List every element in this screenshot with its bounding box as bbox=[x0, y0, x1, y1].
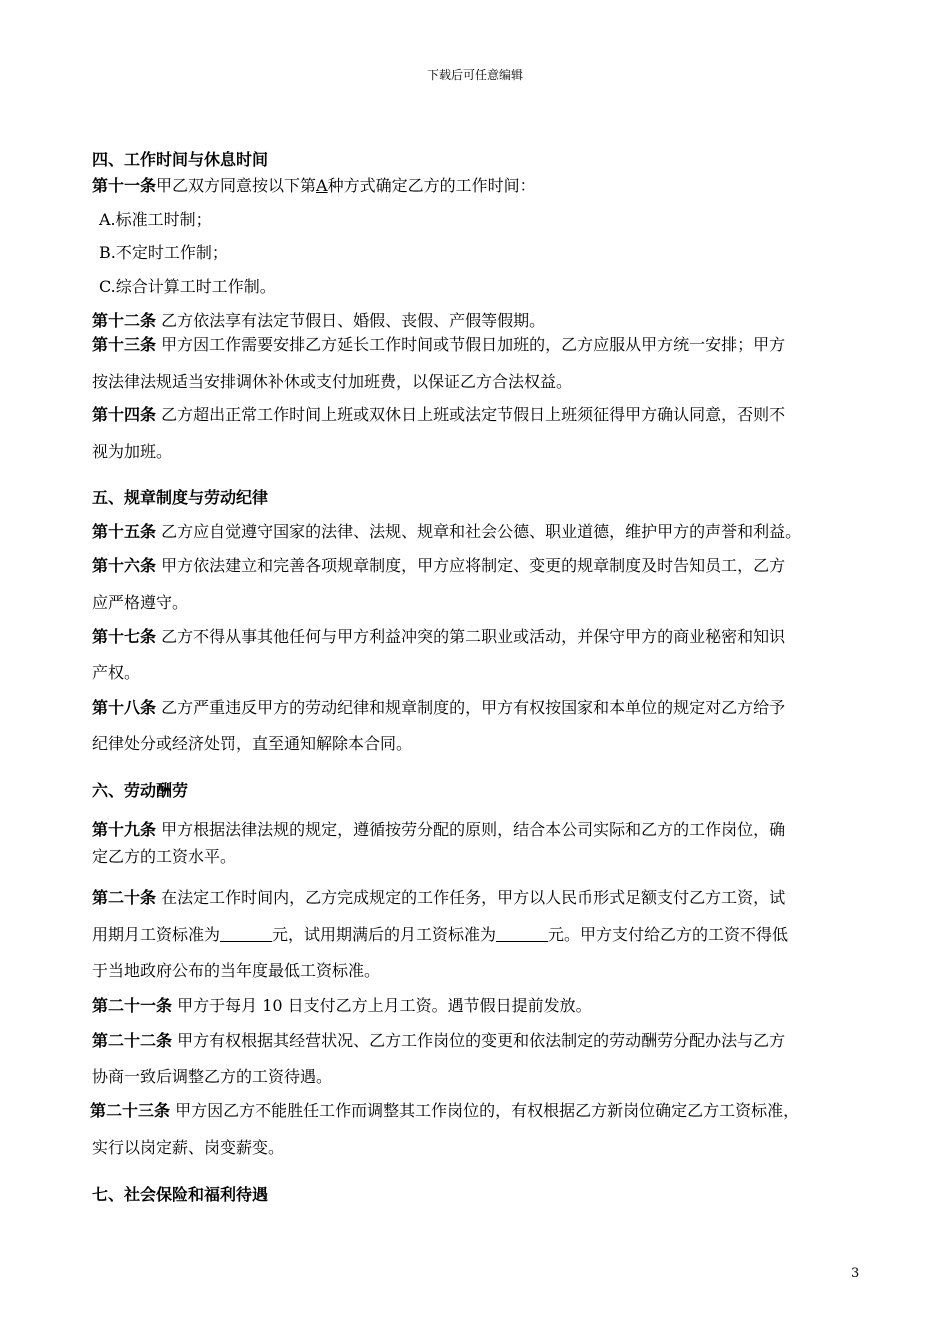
option-a: A.标准工时制； bbox=[99, 210, 212, 229]
section-4-title: 四、工作时间与休息时间 bbox=[92, 150, 269, 169]
section-7-title: 七、社会保险和福利待遇 bbox=[92, 1185, 269, 1204]
section-6-title: 六、劳动酬劳 bbox=[92, 781, 189, 800]
article-13-cont: 按法律法规适当安排调休补休或支付加班费，以保证乙方合法权益。 bbox=[92, 372, 573, 391]
article-label: 第二十一条 bbox=[92, 996, 173, 1015]
article-text: 甲方根据法律法规的规定，遵循按劳分配的原则，结合本公司实际和乙方的工作岗位，确 bbox=[161, 820, 786, 839]
article-11 bbox=[92, 176, 536, 196]
article-text: 用期月工资标准为 bbox=[92, 925, 221, 944]
article-label: 第二十条 bbox=[92, 888, 157, 907]
article-19 bbox=[92, 820, 785, 840]
article-13 bbox=[92, 335, 785, 355]
article-label: 第十八条 bbox=[92, 698, 157, 717]
article-22-cont: 协商一致后调整乙方的工资待遇。 bbox=[92, 1067, 333, 1086]
article-15 bbox=[92, 522, 801, 542]
article-17-cont: 产权。 bbox=[92, 663, 141, 682]
article-label: 第十一条 bbox=[92, 176, 157, 195]
article-label: 第十四条 bbox=[92, 405, 157, 424]
article-label: 第十九条 bbox=[92, 820, 157, 839]
article-16-cont: 应严格遵守。 bbox=[92, 593, 189, 612]
article-text: 甲方因乙方不能胜任工作而调整其工作岗位的，有权根据乙方新岗位确定乙方工资标准， bbox=[175, 1101, 800, 1120]
article-text: 元。甲方支付给乙方的工资不得低 bbox=[548, 925, 789, 944]
article-19-cont: 定乙方的工资水平。 bbox=[92, 847, 237, 866]
article-text: 甲方有权根据其经营状况、乙方工作岗位的变更和依法制定的劳动酬劳分配办法与乙方 bbox=[177, 1031, 786, 1050]
article-text: 甲方于每月 10 日支付乙方上月工资。遇节假日提前发放。 bbox=[177, 996, 592, 1015]
article-text: 乙方依法享有法定节假日、婚假、丧假、产假等假期。 bbox=[161, 311, 546, 330]
article-18-cont: 纪律处分或经济处罚，直至通知解除本合同。 bbox=[92, 734, 413, 753]
article-14-cont: 视为加班。 bbox=[92, 442, 173, 461]
article-label: 第十七条 bbox=[92, 627, 157, 646]
work-time-choice: A bbox=[316, 176, 328, 195]
article-text: 甲方依法建立和完善各项规章制度，甲方应将制定、变更的规章制度及时告知员工，乙方 bbox=[161, 556, 786, 575]
article-text: 甲方因工作需要安排乙方延长工作时间或节假日加班的，乙方应服从甲方统一安排；甲方 bbox=[161, 335, 786, 354]
article-16 bbox=[92, 556, 785, 576]
article-17 bbox=[92, 627, 785, 647]
page-number: 3 bbox=[851, 1266, 860, 1281]
article-text: 乙方严重违反甲方的劳动纪律和规章制度的，甲方有权按国家和本单位的规定对乙方给予 bbox=[161, 698, 786, 717]
probation-salary-blank bbox=[220, 927, 272, 942]
option-b: B.不定时工作制； bbox=[99, 243, 228, 262]
regular-salary-blank bbox=[496, 927, 548, 942]
article-18 bbox=[92, 698, 785, 718]
article-20 bbox=[92, 888, 785, 908]
option-c: C.综合计算工时工作制。 bbox=[99, 277, 276, 296]
article-label: 第十二条 bbox=[92, 311, 157, 330]
article-23 bbox=[90, 1101, 799, 1121]
article-14 bbox=[92, 405, 785, 425]
article-label: 第十五条 bbox=[92, 522, 157, 541]
page-header: 下载后可任意编辑 bbox=[426, 68, 523, 82]
article-label: 第二十三条 bbox=[90, 1101, 171, 1120]
article-21 bbox=[92, 996, 592, 1016]
article-20-cont bbox=[92, 925, 788, 945]
article-label: 第十六条 bbox=[92, 556, 157, 575]
article-12 bbox=[92, 311, 545, 331]
article-label: 第二十二条 bbox=[92, 1031, 173, 1050]
article-label: 第十三条 bbox=[92, 335, 157, 354]
article-text: 元，试用期满后的月工资标准为 bbox=[272, 925, 497, 944]
article-text: 甲乙双方同意按以下第 bbox=[156, 176, 317, 195]
section-5-title: 五、规章制度与劳动纪律 bbox=[92, 488, 269, 507]
article-20-cont2: 于当地政府公布的当年度最低工资标准。 bbox=[92, 961, 381, 980]
article-text: 种方式确定乙方的工作时间： bbox=[327, 176, 536, 195]
article-text: 乙方超出正常工作时间上班或双休日上班或法定节假日上班须征得甲方确认同意，否则不 bbox=[161, 405, 786, 424]
article-text: 在法定工作时间内，乙方完成规定的工作任务，甲方以人民币形式足额支付乙方工资，试 bbox=[161, 888, 786, 907]
article-23-cont: 实行以岗定薪、岗变薪变。 bbox=[92, 1138, 285, 1157]
article-text: 乙方应自觉遵守国家的法律、法规、规章和社会公德、职业道德，维护甲方的声誉和利益。 bbox=[161, 522, 802, 541]
article-text: 乙方不得从事其他任何与甲方利益冲突的第二职业或活动，并保守甲方的商业秘密和知识 bbox=[161, 627, 786, 646]
article-22 bbox=[92, 1031, 785, 1051]
